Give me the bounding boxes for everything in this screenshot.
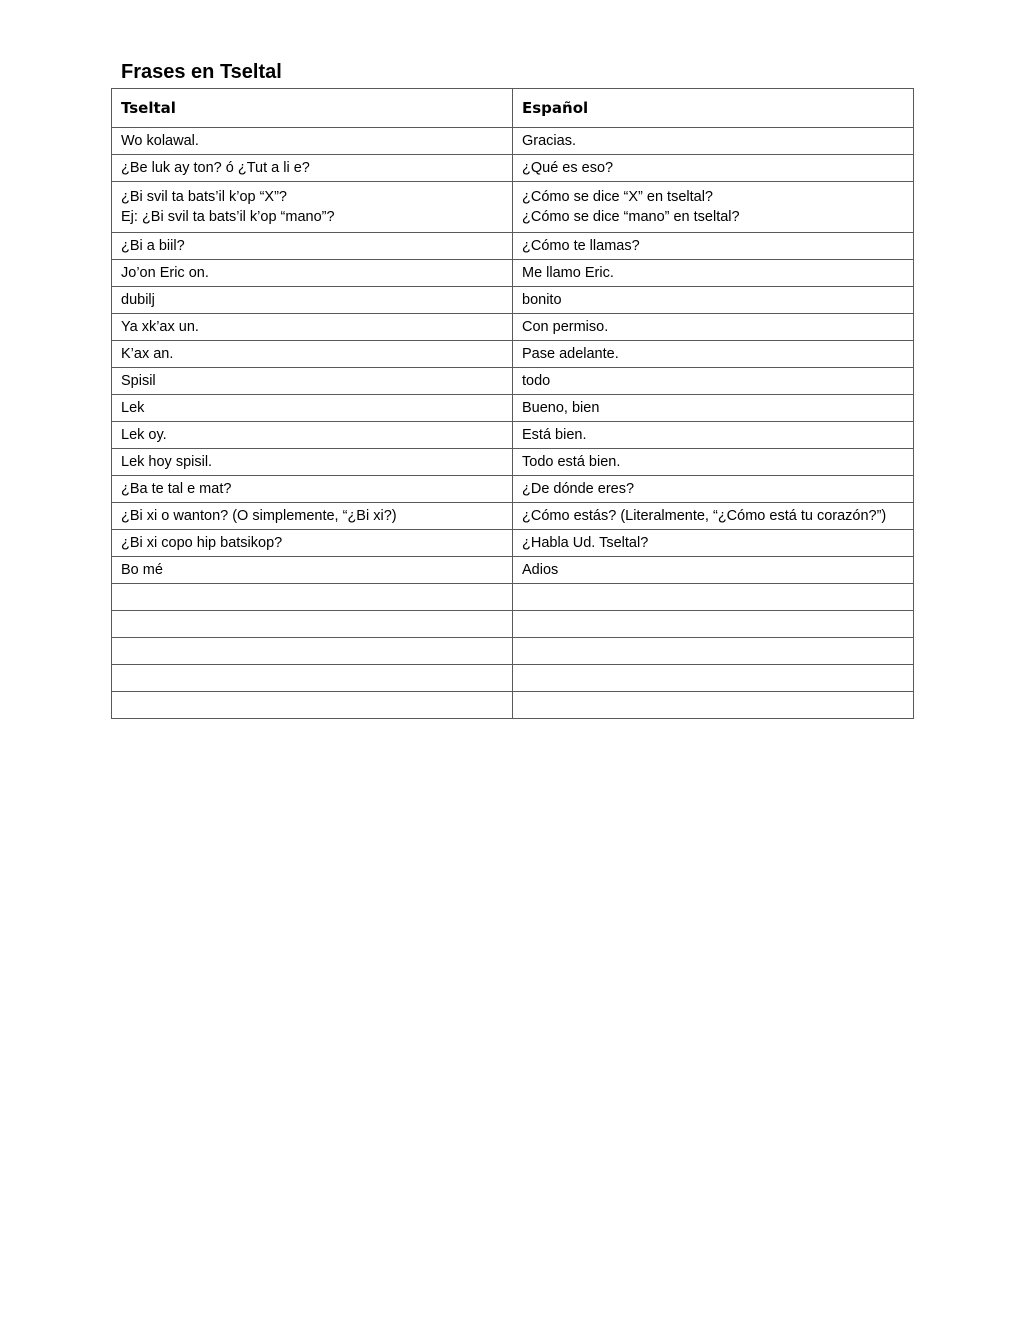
cell-tseltal xyxy=(112,449,513,476)
cell-tseltal xyxy=(112,341,513,368)
cell-tseltal-text: ¿Bi xi copo hip batsikop? xyxy=(121,535,283,551)
cell-espanol xyxy=(513,503,914,530)
cell-espanol-text: Pase adelante. xyxy=(522,346,619,362)
cell-tseltal xyxy=(112,260,513,287)
cell-espanol xyxy=(513,449,914,476)
header-tseltal: Tseltal xyxy=(112,89,513,128)
cell-tseltal xyxy=(112,155,513,182)
cell-tseltal-text: Lek hoy spisil. xyxy=(121,454,213,470)
cell-tseltal-text: Ej: ¿Bi svil ta bats’il k’op “mano”? xyxy=(121,209,335,225)
page-title: Frases en Tseltal xyxy=(121,61,282,83)
cell-tseltal xyxy=(112,395,513,422)
cell-espanol-text: Está bien. xyxy=(522,427,587,443)
cell-espanol xyxy=(513,341,914,368)
cell-espanol-text: ¿Cómo se dice “X” en tseltal? xyxy=(522,189,713,205)
table-row xyxy=(112,422,914,449)
cell-espanol xyxy=(513,638,914,665)
cell-tseltal xyxy=(112,665,513,692)
cell-tseltal-text: Lek xyxy=(121,400,145,416)
table-row xyxy=(112,395,914,422)
cell-espanol-text: todo xyxy=(522,373,551,389)
cell-espanol-text: bonito xyxy=(522,292,562,308)
cell-espanol xyxy=(513,368,914,395)
cell-tseltal xyxy=(112,692,513,719)
cell-espanol xyxy=(513,584,914,611)
cell-tseltal-text: Wo kolawal. xyxy=(121,133,199,149)
cell-espanol-text: ¿Cómo te llamas? xyxy=(522,238,640,254)
cell-espanol-text: Gracias. xyxy=(522,133,576,149)
cell-espanol xyxy=(513,395,914,422)
table-row xyxy=(112,503,914,530)
cell-espanol xyxy=(513,182,914,233)
cell-espanol-text: Bueno, bien xyxy=(522,400,600,416)
cell-espanol-text: Todo está bien. xyxy=(522,454,621,470)
table-row xyxy=(112,449,914,476)
table-row xyxy=(112,341,914,368)
table-row xyxy=(112,584,914,611)
cell-espanol-text: ¿Cómo estás? (Literalmente, “¿Cómo está tu corazón?”) xyxy=(522,508,887,524)
cell-tseltal xyxy=(112,422,513,449)
cell-tseltal xyxy=(112,611,513,638)
cell-espanol xyxy=(513,422,914,449)
cell-espanol-text: ¿De dónde eres? xyxy=(522,481,635,497)
cell-tseltal xyxy=(112,476,513,503)
cell-tseltal-text: K’ax an. xyxy=(121,346,174,362)
cell-tseltal xyxy=(112,503,513,530)
cell-espanol-text: ¿Cómo se dice “mano” en tseltal? xyxy=(522,209,740,225)
table-row xyxy=(112,182,914,233)
cell-espanol xyxy=(513,665,914,692)
cell-tseltal-text: dubilj xyxy=(121,292,155,308)
cell-tseltal xyxy=(112,287,513,314)
cell-tseltal xyxy=(112,233,513,260)
cell-espanol xyxy=(513,260,914,287)
cell-espanol xyxy=(513,530,914,557)
table-row xyxy=(112,368,914,395)
table-row xyxy=(112,665,914,692)
cell-tseltal-text: Ya xk’ax un. xyxy=(121,319,199,335)
cell-tseltal-text: ¿Bi xi o wanton? (O simplemente, “¿Bi xi?) xyxy=(121,508,397,524)
table-row xyxy=(112,692,914,719)
cell-espanol xyxy=(513,155,914,182)
cell-tseltal-text: ¿Be luk ay ton? ó ¿Tut a li e? xyxy=(121,160,310,176)
table-row xyxy=(112,128,914,155)
cell-espanol xyxy=(513,287,914,314)
table-row xyxy=(112,314,914,341)
table-row xyxy=(112,260,914,287)
cell-tseltal xyxy=(112,557,513,584)
cell-tseltal xyxy=(112,368,513,395)
cell-tseltal xyxy=(112,182,513,233)
cell-espanol xyxy=(513,233,914,260)
cell-espanol-text: Con permiso. xyxy=(522,319,609,335)
cell-espanol-text: ¿Qué es eso? xyxy=(522,160,614,176)
table-row xyxy=(112,233,914,260)
cell-tseltal-text: ¿Bi a biil? xyxy=(121,238,185,254)
cell-espanol-text: Me llamo Eric. xyxy=(522,265,614,281)
header-espanol: Español xyxy=(513,89,914,128)
cell-espanol xyxy=(513,692,914,719)
cell-espanol xyxy=(513,557,914,584)
cell-tseltal xyxy=(112,530,513,557)
table-row xyxy=(112,476,914,503)
table-body xyxy=(112,128,914,719)
table-row xyxy=(112,530,914,557)
cell-espanol xyxy=(513,611,914,638)
table-row xyxy=(112,287,914,314)
cell-espanol xyxy=(513,476,914,503)
table-row xyxy=(112,611,914,638)
phrase-table xyxy=(111,88,914,719)
cell-tseltal-text: Jo’on Eric on. xyxy=(121,265,209,281)
cell-tseltal-text: Spisil xyxy=(121,373,156,389)
cell-espanol-text: ¿Habla Ud. Tseltal? xyxy=(522,535,649,551)
cell-tseltal-text: Bo mé xyxy=(121,562,163,578)
table-header-row xyxy=(112,89,914,128)
cell-tseltal-text: ¿Ba te tal e mat? xyxy=(121,481,232,497)
table-row xyxy=(112,557,914,584)
cell-tseltal xyxy=(112,128,513,155)
cell-tseltal-text: ¿Bi svil ta bats’il k’op “X”? xyxy=(121,189,287,205)
cell-espanol xyxy=(513,128,914,155)
table-row xyxy=(112,638,914,665)
cell-espanol xyxy=(513,314,914,341)
cell-tseltal xyxy=(112,314,513,341)
cell-tseltal xyxy=(112,584,513,611)
cell-tseltal xyxy=(112,638,513,665)
cell-tseltal-text: Lek oy. xyxy=(121,427,167,443)
cell-espanol-text: Adios xyxy=(522,562,559,578)
table-row xyxy=(112,155,914,182)
